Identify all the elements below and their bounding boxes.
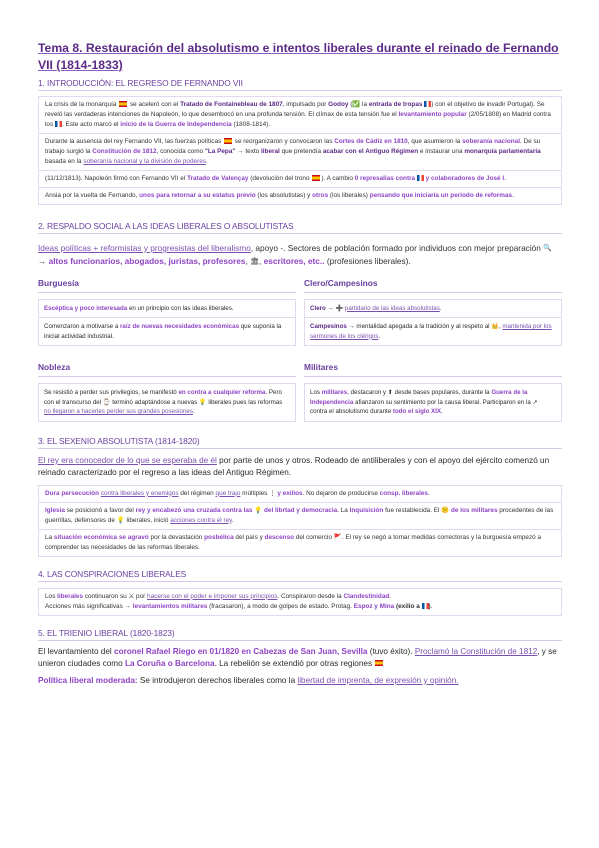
section-1-boxes	[38, 96, 562, 205]
clero-cell-1: Clero → ➕ partidario de las ideas absolutistas.	[304, 299, 562, 319]
politica-liberal-rights: libertad de imprenta, de expresión y opinión.	[297, 675, 459, 685]
burguesia-heading: Burguesía	[38, 276, 296, 293]
intro-paragraph-3: (11/12/1813). Napoleón firmó con Fernando VII el Tratado de Valençay (devolución del trono ). A cambio 0 represalias contra y colaboradores de José I.	[38, 171, 562, 188]
section-2-heading: 2. RESPALDO SOCIAL A LAS IDEAS LIBERALES O ABSOLUTISTAS	[38, 221, 562, 234]
section-3-heading: 3. EL SEXENIO ABSOLUTISTA (1814-1820)	[38, 436, 562, 449]
france-flag-icon	[424, 101, 431, 107]
politica-liberal-text: Se introdujeron derechos liberales como la	[137, 675, 298, 685]
sexenio-box-3: La situación económica se agravó por la devastación posbélica del país y descenso del comercio 🚩. El rey se negó a tomar medidas correctoras y la burguesía empezó a comprender las necesidades de las reformas liberales.	[38, 530, 562, 557]
intro-paragraph-4: Ansia por la vuelta de Fernando, unos para retornar a su estatus previo (los absolutistas) y otros (los liberales) pensando que iniciaría un periodo de reformas.	[38, 188, 562, 205]
conspiraciones-box: Los liberales continuaron su ⚔ por hacerse con el poder e imponer sus principios. Conspiraron desde la Clandestinidad. Acciones más significativas → levantamientos militares (fracasaron), a modo de golpes de estado. Protag. Espoz y Mina (exilio a ).	[38, 588, 562, 616]
spain-flag-icon	[119, 101, 127, 107]
intro-paragraph-2: Durante la ausencia del rey Fernando VII, las fuerzas políticas se reorganizaron y convocaron las Cortes de Cádiz en 1810, que asumieron la soberanía nacional. De su trabajo surgió la Constitución de 1812, conocida como "La Pepa" → texto liberal que pretendía acabar con el Antiguo Régimen e instaurar una monarquía parlamentaria basada en la soberanía nacional y la división de poderes.	[38, 134, 562, 171]
section-3-boxes	[38, 485, 562, 557]
sexenio-box-1: Dura persecución contra liberales y enemigos del régimen que trajo múltiples ⋮ y exilios. No dejaron de producirse consp. liberales.	[38, 485, 562, 503]
trienio-paragraph-2	[38, 675, 562, 687]
militares-heading: Militares	[304, 360, 562, 377]
militares-cell: Los militares, destacaron y ⬆ desde bases populares, durante la Guerra de la Independencia afianzaron su sentimiento por la causa liberal. Participaron en la ↗ contra el absolutismo durante todo el siglo XIX.	[304, 383, 562, 422]
nobleza-cell: Se resistió a perder sus privilegios, se manifestó en contra a cualquier reforma. Pero con el transcurso del ⌚ terminó adaptándose a nuevas 💡 liberales pues las reformas no llegaron a hacerles perder sus grandes posesiones.	[38, 383, 296, 422]
section-1-heading: 1. INTRODUCCIÓN: EL REGRESO DE FERNANDO VII	[38, 78, 562, 91]
section-2-intro: Ideas políticas + reformistas y progresistas del liberalismo, apoyo -. Sectores de población formado por individuos con mejor preparación 🔍 → altos funcionarios, abogados, juristas, profesores, 🏛, escritores, etc.. (profesiones liberales).	[38, 243, 552, 266]
burguesia-cell-2: Comenzaron a motivarse a raíz de nuevas necesidades económicas que suponía la inicial actividad industrial.	[38, 318, 296, 346]
intro-paragraph-1: La crisis de la monarquía se aceleró con el Tratado de Fontainebleau de 1807, impulsado por Godoy (✅ la entrada de tropas ) con el objetivo de invadir Portugal). Se reveló las verdaderas intenciones de Napoleón, lo que desembocó en una profunda tensión. El clímax de esta tensión fue el levantamiento popular (2/05/1808) en Madrid contra los . Este acto marcó el inicio de la Guerra de Independencia (1808-1814).	[38, 96, 562, 134]
section-4-boxes	[38, 588, 562, 616]
sexenio-box-2: Iglesia se posicionó a favor del rey y encabezó una cruzada contra las 💡 del librtad y democracia. La Inquisición fue restablecida. El 😕 de los militares procedentes de las guerrillas, defensores de 💡 liberales, inició acciones contra el rey.	[38, 503, 562, 530]
burguesia-cell-1: Escéptica y poco interesada en un principio con las ideas liberales.	[38, 299, 296, 319]
section-5-heading: 5. EL TRIENIO LIBERAL (1820-1823)	[38, 628, 562, 641]
trienio-paragraph-1: El levantamiento del coronel Rafael Riego en 01/1820 en Cabezas de San Juan, Sevilla (tuvo éxito). Proclamó la Constitución de 1812, y se unieron ciudades como La Coruña o Barcelona. La rebelión se extendió por otras regiones	[38, 646, 557, 668]
page-title: Tema 8. Restauración del absolutismo e intentos liberales durante el reinado de Fernando VII (1814-1833)	[38, 41, 559, 72]
social-groups-row-1	[38, 276, 562, 347]
document-page	[38, 40, 562, 687]
social-groups-row-2	[38, 360, 562, 422]
section-3-intro: El rey era conocedor de lo que se esperaba de él por parte de unos y otros. Rodeado de antiliberales y con el apoyo del ejército comenzó un reinado caracterizado por el regreso a las ideas del Antiguo Régimen.	[38, 455, 550, 477]
nobleza-heading: Nobleza	[38, 360, 296, 377]
clero-cell-2: Campesinos → mentalidad apegada a la tradición y al respeto al 👑, mantenida por los sermones de los clérigos.	[304, 318, 562, 346]
clero-heading: Clero/Campesinos	[304, 276, 562, 293]
section-4-heading: 4. LAS CONSPIRACIONES LIBERALES	[38, 569, 562, 582]
politica-liberal-label: Política liberal moderada:	[38, 675, 138, 685]
